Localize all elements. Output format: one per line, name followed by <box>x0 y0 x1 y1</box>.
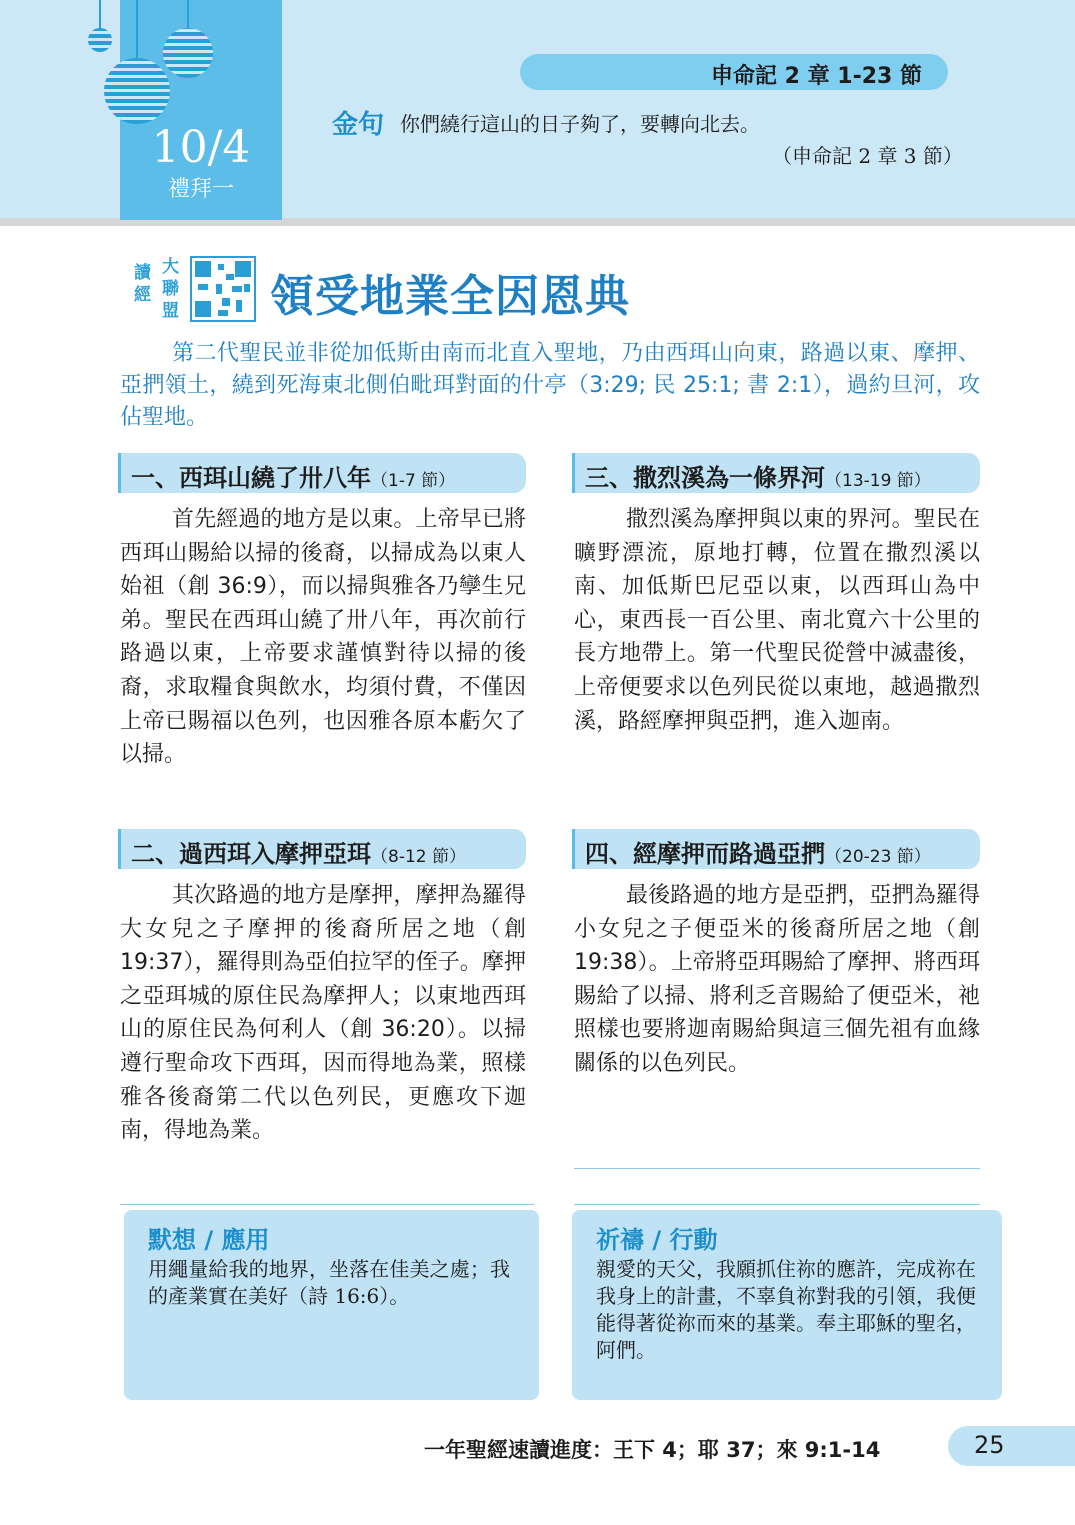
section-heading-4 <box>572 829 980 869</box>
ornament-ball-icon <box>88 28 112 52</box>
divider <box>574 1204 980 1205</box>
scripture-reference-pill <box>520 54 948 90</box>
ornament-string <box>187 0 189 30</box>
divider <box>574 1168 980 1169</box>
page-number-tab <box>948 1426 1075 1466</box>
golden-verse-text: 你們繞行這山的日子夠了，要轉向北去。 <box>400 112 760 136</box>
qr-code-icon <box>190 256 256 322</box>
date: 10/4 <box>151 122 251 173</box>
prayer-title: 祈禱 / 行動 <box>596 1226 718 1254</box>
meditation-box <box>124 1210 539 1400</box>
divider <box>120 1204 534 1205</box>
prayer-text: 親愛的天父，我願抓住祢的應許，完成祢在我身上的計畫，不辜負祢對我的引領，我便能得著從祢而來的基業。奉主耶穌的聖名，阿們。 <box>596 1257 976 1362</box>
page-number: 25 <box>974 1431 1005 1459</box>
section-title-4: 四、經摩押而路過亞捫 <box>585 840 825 868</box>
ornament-ball-icon <box>163 28 213 78</box>
golden-verse-label: 金句 <box>332 110 385 140</box>
page-title: 領受地業全因恩典 <box>270 271 630 322</box>
badge-league-label: 大聯盟 <box>162 257 179 321</box>
section-body-1: 首先經過的地方是以東。上帝早已將西珥山賜給以掃的後裔，以掃成為以東人始祖（創 36:9），而以掃與雅各乃孿生兄弟。聖民在西珥山繞了卅八年，再次前行路過以東，上帝要求謹慎對待以掃的後裔，求取糧食與飲水，均須付費，不僅因上帝已賜福以色列，也因雅各原本虧欠了以掃。 <box>120 507 526 768</box>
ornament-ball-icon <box>104 58 170 124</box>
section-body-4: 最後路過的地方是亞捫，亞捫為羅得小女兒之子便亞米的後裔所居之地（創 19:38）。上帝將亞珥賜給了摩押、將西珥賜給了以掃、將利乏音賜給了便亞米，祂照樣也要將迦南賜給與這三個先祖有血緣關係的以色列民。 <box>574 883 980 1076</box>
section-title-1: 一、西珥山繞了卅八年 <box>131 464 371 492</box>
section-verses-1: （1-7 節） <box>371 471 456 491</box>
meditation-text: 用繩量給我的地界，坐落在佳美之處；我的產業實在美好（詩 16:6）。 <box>148 1257 510 1308</box>
section-title-2: 二、過西珥入摩押亞珥 <box>131 840 371 868</box>
weekday: 禮拜一 <box>167 177 234 202</box>
ornament-string <box>136 0 138 62</box>
golden-verse-citation: （申命記 2 章 3 節） <box>772 144 963 168</box>
intro-paragraph: 第二代聖民並非從加低斯由南而北直入聖地，乃由西珥山向東，路過以東、摩押、亞捫領土，繞到死海東北側伯毗珥對面的什亭（3:29; 民 25:1; 書 2:1），過約旦河，攻佔聖地。 <box>120 341 980 430</box>
prayer-box <box>572 1210 1002 1400</box>
section-heading-3 <box>572 453 980 493</box>
badge-reading-label: 讀經 <box>134 263 151 305</box>
meditation-title: 默想 / 應用 <box>148 1226 270 1254</box>
section-body-3: 撒烈溪為摩押與以東的界河。聖民在曠野漂流，原地打轉，位置在撒烈溪以南、加低斯巴尼亞以東，以西珥山為中心，東西長一百公里、南北寬六十公里的長方地帶上。第一代聖民從營中滅盡後，上帝便要求以色列民從以東地，越過撒烈溪，路經摩押與亞捫，進入迦南。 <box>574 507 980 734</box>
section-heading-1 <box>118 453 526 493</box>
section-heading-2 <box>118 829 526 869</box>
section-title-3: 三、撒烈溪為一條界河 <box>585 464 825 492</box>
section-verses-4: （20-23 節） <box>825 847 931 867</box>
scripture-reference: 申命記 2 章 1-23 節 <box>711 64 922 89</box>
reading-plan: 一年聖經速讀進度：王下 4；耶 37；來 9:1-14 <box>424 1438 881 1462</box>
section-verses-3: （13-19 節） <box>825 471 931 491</box>
section-verses-2: （8-12 節） <box>371 847 466 867</box>
section-body-2: 其次路過的地方是摩押，摩押為羅得大女兒之子摩押的後裔所居之地（創 19:37），羅得則為亞伯拉罕的侄子。摩押之亞珥城的原住民為摩押人；以東地西珥山的原住民為何利人（創 36:20）。以掃遵行聖命攻下西珥，因而得地為業，照樣雅各後裔第二代以色列民，更應攻下迦南，得地為業。 <box>120 883 526 1144</box>
